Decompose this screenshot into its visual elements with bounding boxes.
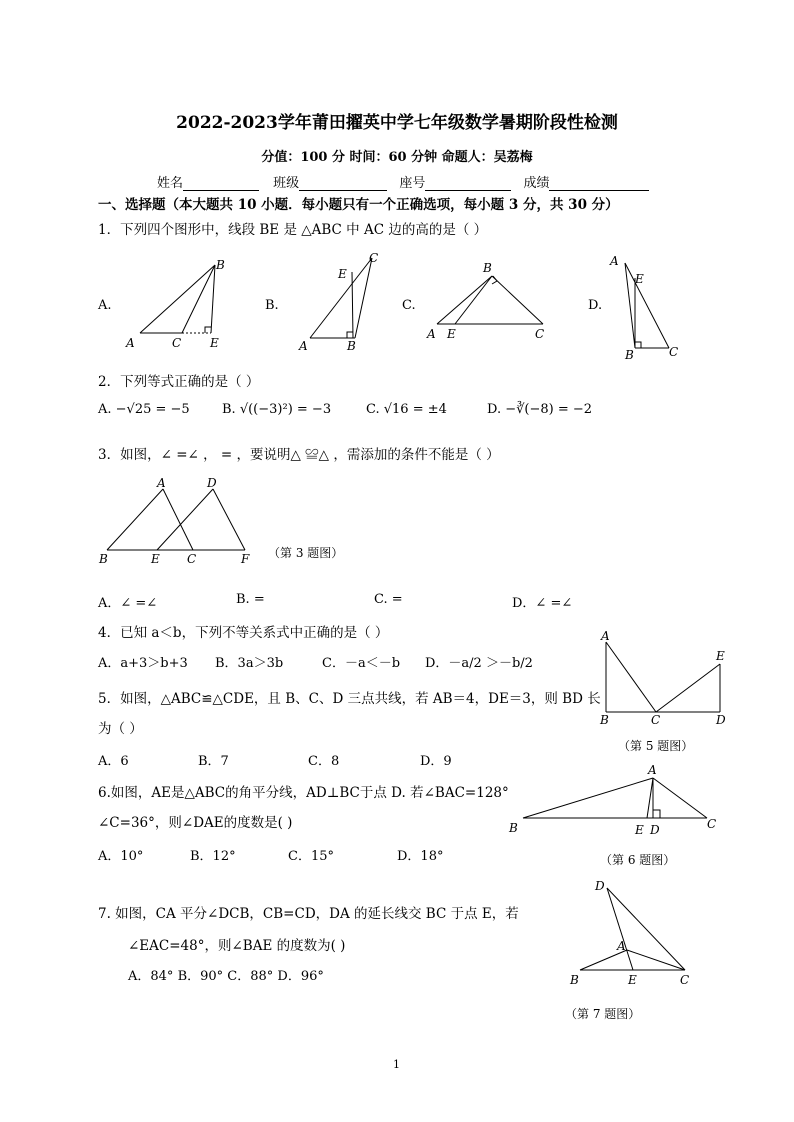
q5-stem-line1: 5．如图，△ABC≌△CDE，且 B、C、D 三点共线，若 AB＝4，DE＝3，则 BD 长 — [98, 691, 601, 707]
seat-blank[interactable] — [425, 178, 511, 191]
svg-text:B: B — [483, 261, 492, 275]
q6-option-d[interactable]: D．18° — [397, 849, 444, 864]
q7-caption: （第 7 题图） — [565, 1007, 641, 1021]
q4-option-a[interactable]: A．a+3＞b+3 — [98, 656, 188, 671]
q6-option-b[interactable]: B．12° — [190, 849, 236, 864]
q3-option-a[interactable]: A．∠ =∠ — [98, 596, 158, 611]
q6-option-a[interactable]: A．10° — [98, 849, 144, 864]
svg-text:A: A — [126, 336, 135, 350]
q5-stem-line2: 为（ ） — [98, 721, 143, 737]
q5-option-b[interactable]: B．7 — [198, 754, 229, 769]
svg-text:C: C — [651, 713, 661, 727]
q6-figure — [505, 760, 730, 849]
svg-text:A: A — [299, 339, 308, 353]
q6-stem-line1: 6.如图，AE是△ABC的角平分线，AD⊥BC于点 D. 若∠BAC=128° — [98, 785, 509, 801]
svg-text:E: E — [635, 823, 644, 837]
svg-text:E: E — [338, 267, 347, 281]
seat-label: 座号 — [399, 176, 426, 191]
svg-text:E: E — [151, 552, 160, 566]
q3-caption: （第 3 题图） — [268, 546, 344, 560]
exam-meta: 分值：100 分 时间：60 分钟 命题人：吴荔梅 — [261, 150, 533, 165]
q7-options[interactable]: A．84° B．90° C．88° D．96° — [128, 969, 324, 984]
svg-text:B: B — [347, 339, 356, 353]
page-title: 2022-2023学年莆田擢英中学七年级数学暑期阶段性检测 — [176, 113, 618, 133]
svg-text:B: B — [216, 258, 225, 272]
q2-option-b[interactable]: B. √((−3)²) = −3 — [222, 402, 332, 417]
q6-stem-line2: ∠C=36°，则∠DAE的度数是( ) — [98, 815, 293, 831]
q1-option-c[interactable]: C. — [402, 298, 416, 313]
score-blank[interactable] — [549, 178, 649, 191]
q1-figure-a — [120, 255, 230, 359]
q5-option-d[interactable]: D．9 — [420, 754, 452, 769]
svg-text:D: D — [207, 476, 217, 490]
section-heading: 一、选择题（本大题共 10 小题．每小题只有一个正确选项，每小题 3 分，共 30 分） — [98, 197, 619, 213]
q1-option-a[interactable]: A. — [98, 298, 112, 313]
svg-text:E: E — [635, 272, 644, 286]
student-info-row — [157, 172, 649, 191]
q3-option-c[interactable]: C. = — [374, 592, 403, 607]
q3-option-b[interactable]: B. = — [236, 592, 265, 607]
svg-text:A: A — [427, 327, 436, 341]
q1-figure-d — [605, 253, 695, 367]
svg-text:E: E — [628, 973, 637, 987]
q2-option-a[interactable]: A. −√25 = −5 — [98, 402, 190, 417]
q3-figure — [95, 475, 265, 574]
svg-text:B: B — [509, 821, 518, 835]
name-label: 姓名 — [157, 176, 184, 191]
svg-text:B: B — [99, 552, 108, 566]
svg-text:C: C — [172, 336, 182, 350]
q2-option-c[interactable]: C. √16 = ±4 — [366, 402, 447, 417]
svg-text:C: C — [707, 817, 717, 831]
q1-figure-c — [425, 262, 555, 351]
svg-text:E: E — [210, 336, 219, 350]
q4-option-d[interactable]: D．－a/2 ＞－b/2 — [425, 656, 533, 671]
svg-text:C: C — [187, 552, 197, 566]
svg-text:A: A — [610, 254, 619, 268]
svg-text:A: A — [601, 629, 610, 643]
q2-stem: 2．下列等式正确的是（ ） — [98, 374, 260, 390]
class-blank[interactable] — [299, 178, 387, 191]
page-number: 1 — [393, 1058, 400, 1071]
q4-option-c[interactable]: C．－a＜－b — [322, 656, 401, 671]
name-blank[interactable] — [183, 178, 259, 191]
svg-text:C: C — [369, 251, 379, 265]
q5-figure — [598, 630, 738, 734]
svg-text:D: D — [650, 823, 660, 837]
q5-caption: （第 5 题图） — [618, 739, 694, 753]
svg-text:D: D — [595, 879, 605, 893]
svg-text:B: B — [570, 973, 579, 987]
q4-stem: 4．已知 a＜b，下列不等关系式中正确的是（ ） — [98, 625, 389, 641]
class-label: 班级 — [273, 176, 300, 191]
q4-option-b[interactable]: B．3a＞3b — [215, 656, 284, 671]
q1-stem: 1．下列四个图形中，线段 BE 是 △ABC 中 AC 边的高的是（ ） — [98, 222, 488, 238]
q3-option-d[interactable]: D．∠ =∠ — [512, 596, 573, 611]
q2-option-d[interactable]: D. −∛(−8) = −2 — [487, 402, 593, 417]
svg-text:D: D — [716, 713, 726, 727]
q5-option-c[interactable]: C．8 — [308, 754, 340, 769]
q7-stem-line1: 7. 如图，CA 平分∠DCB，CB=CD，DA 的延长线交 BC 于点 E，若 — [98, 906, 519, 922]
svg-text:C: C — [669, 345, 679, 359]
svg-text:E: E — [716, 649, 725, 663]
q1-figure-b — [295, 250, 395, 359]
q6-option-c[interactable]: C．15° — [288, 849, 334, 864]
q7-figure — [565, 878, 700, 997]
q5-option-a[interactable]: A．6 — [98, 754, 129, 769]
svg-text:C: C — [680, 973, 690, 987]
svg-text:A: A — [617, 939, 626, 953]
q3-stem: 3．如图，∠ =∠ ， = ，要说明△ ≌△ ，需添加的条件不能是（ ） — [98, 447, 500, 463]
svg-text:B: B — [625, 348, 634, 362]
q6-caption: （第 6 题图） — [600, 853, 676, 867]
q7-stem-line2: ∠EAC=48°，则∠BAE 的度数为( ) — [128, 938, 346, 954]
q1-option-b[interactable]: B. — [265, 298, 279, 313]
q1-option-d[interactable]: D. — [588, 298, 603, 313]
svg-text:A: A — [157, 476, 166, 490]
score-label: 成绩 — [523, 176, 550, 191]
svg-text:A: A — [648, 763, 657, 777]
svg-text:B: B — [600, 713, 609, 727]
svg-text:E: E — [447, 327, 456, 341]
svg-text:C: C — [535, 327, 545, 341]
svg-text:F: F — [241, 552, 250, 566]
